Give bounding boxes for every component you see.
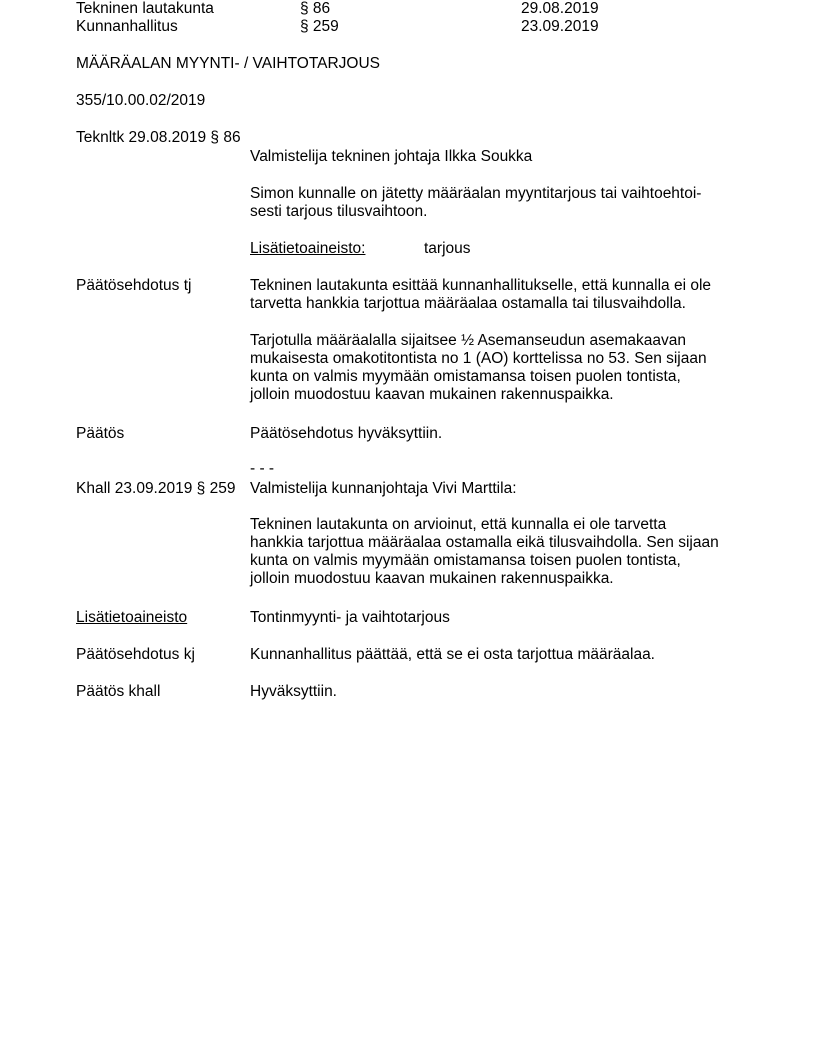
teknltk-intro-line: Simon kunnalle on jätetty määräalan myyntitarjous tai vaihtoehtoi- [250,185,702,202]
header-section-2: § 259 [300,18,339,35]
header-body-2: Kunnanhallitus [76,18,178,35]
teknltk-preparer: Valmistelija tekninen johtaja Ilkka Soukka [250,148,533,165]
teknltk-proposal-line: tarvetta hankkia tarjottua määräalaa ostamalla tai tilusvaihdolla. [250,295,686,312]
teknltk-attachment-label: Lisätietoaineisto: [250,240,366,257]
khall-decision-value: Hyväksyttiin. [250,683,337,700]
teknltk-detail-line: mukaisesta omakotitontista no 1 (AO) korttelissa no 53. Sen sijaan [250,350,707,367]
teknltk-proposal-detail [250,332,707,404]
teknltk-detail-line: jolloin muodostuu kaavan mukainen rakennuspaikka. [250,386,614,403]
header-date-1: 29.08.2019 [521,0,599,17]
teknltk-detail-line: kunta on valmis myymään omistamansa toisen puolen tontista, [250,368,681,385]
teknltk-detail-line: Tarjotulla määräalalla sijaitsee ½ Asemanseudun asemakaavan [250,332,686,349]
section-separator: - - - [250,460,275,477]
khall-preparer: Valmistelija kunnanjohtaja Vivi Marttila: [250,480,517,497]
khall-label: Khall 23.09.2019 § 259 [76,480,236,497]
document-title: MÄÄRÄALAN MYYNTI- / VAIHTOTARJOUS [76,55,381,72]
khall-text-line: jolloin muodostuu kaavan mukainen rakennuspaikka. [250,570,614,587]
teknltk-proposal-line: Tekninen lautakunta esittää kunnanhallitukselle, että kunnalla ei ole [250,277,712,294]
khall-text-line: hankkia tarjottua määräalaa ostamalla eikä tilusvaihdolla. Sen sijaan [250,534,719,551]
header-date-2: 23.09.2019 [521,18,599,35]
teknltk-intro [250,185,701,221]
teknltk-proposal-label: Päätösehdotus tj [76,277,192,294]
teknltk-proposal [250,277,711,313]
teknltk-decision-value: Päätösehdotus hyväksyttiin. [250,425,443,442]
teknltk-decision-label: Päätös [76,425,125,442]
teknltk-label: Teknltk 29.08.2019 § 86 [76,129,241,146]
khall-attachment-label: Lisätietoaineisto [76,609,188,626]
khall-proposal-label: Päätösehdotus kj [76,646,195,663]
khall-text-line: kunta on valmis myymään omistamansa toisen puolen tontista, [250,552,681,569]
khall-attachment-value: Tontinmyynti- ja vaihtotarjous [250,609,450,626]
record-number: 355/10.00.02/2019 [76,92,206,109]
khall-text-line: Tekninen lautakunta on arvioinut, että kunnalla ei ole tarvetta [250,516,667,533]
teknltk-intro-line: sesti tarjous tilusvaihtoon. [250,203,428,220]
khall-text [250,516,719,588]
teknltk-attachment-value: tarjous [424,240,471,257]
khall-proposal-value: Kunnanhallitus päättää, että se ei osta tarjottua määräalaa. [250,646,655,663]
header-body-1: Tekninen lautakunta [76,0,214,17]
header-section-1: § 86 [300,0,331,17]
khall-decision-label: Päätös khall [76,683,161,700]
